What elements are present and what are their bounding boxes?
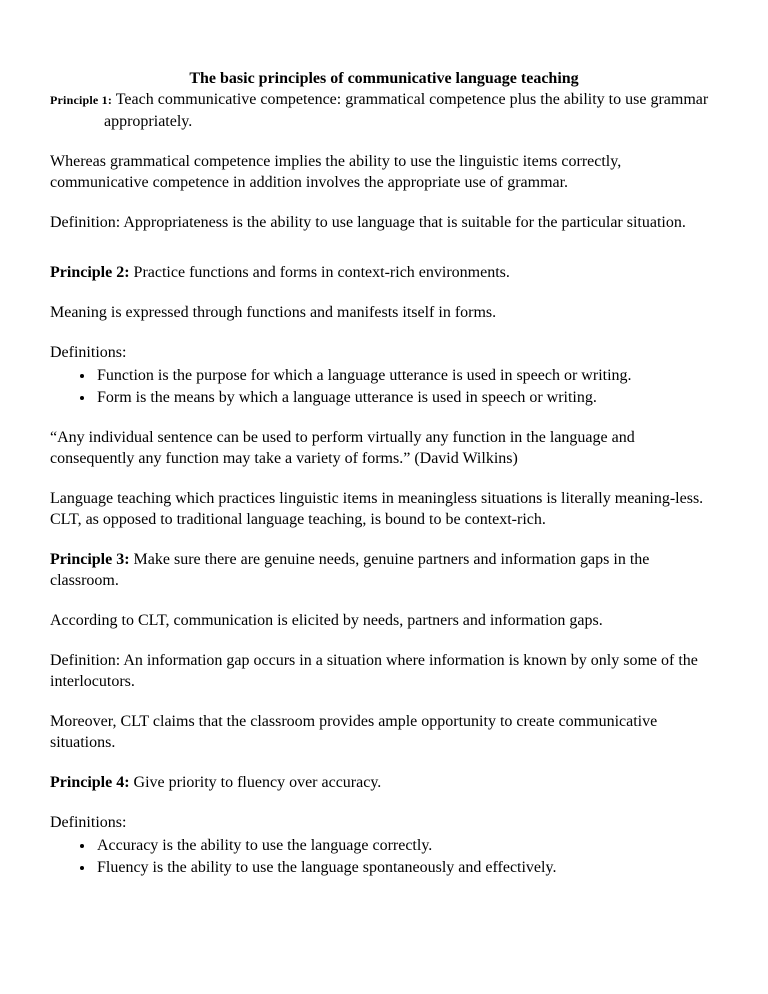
principle-2-text: Practice functions and forms in context-rich environments.	[129, 264, 510, 281]
list-item-accuracy: • Accuracy is the ability to use the language correctly.	[95, 835, 718, 856]
principle-3-text: Make sure there are genuine needs, genuine partners and information gaps in the classroom.	[50, 551, 650, 589]
definitions-list-1	[50, 365, 718, 408]
paragraph-principle-4	[50, 772, 718, 793]
principle-1-label: Principle 1:	[50, 93, 113, 107]
paragraph-wilkins-quote: “Any individual sentence can be used to perform virtually any function in the language and consequently any function may take a variety of forms.” (David Wilkins)	[50, 429, 635, 467]
paragraph-definition-appropriateness: Definition: Appropriateness is the ability to use language that is suitable for the particular situation.	[50, 214, 686, 231]
paragraph-whereas: Whereas grammatical competence implies the ability to use the linguistic items correctly, communicative competence in addition involves the appropriate use of grammar.	[50, 153, 622, 191]
definitions-heading-1: Definitions:	[50, 344, 127, 361]
list-item-fluency: • Fluency is the ability to use the language spontaneously and effectively.	[95, 857, 718, 878]
principle-2-label: Principle 2:	[50, 264, 130, 281]
paragraph-definition-infogap: Definition: An information gap occurs in a situation where information is known by only some of the interlocutors.	[50, 652, 698, 690]
definitions-heading-2: Definitions:	[50, 814, 127, 831]
paragraph-according: According to CLT, communication is elicited by needs, partners and information gaps.	[50, 612, 603, 629]
principle-4-label: Principle 4:	[50, 774, 130, 791]
list-item-function: • Function is the purpose for which a language utterance is used in speech or writing.	[95, 365, 718, 386]
paragraph-meaning: Meaning is expressed through functions and manifests itself in forms.	[50, 304, 497, 321]
list-item-form: • Form is the means by which a language utterance is used in speech or writing.	[95, 387, 718, 408]
paragraph-principle-3	[50, 549, 718, 591]
definitions-list-2	[50, 835, 718, 878]
paragraph-meaningless: Language teaching which practices linguistic items in meaningless situations is literally meaning-less. CLT, as opposed to traditional language teaching, is bound to be context-rich.	[50, 490, 704, 528]
paragraph-principle-2	[50, 262, 718, 283]
paragraph-moreover: Moreover, CLT claims that the classroom provides ample opportunity to create communicative situations.	[50, 713, 658, 751]
paragraph-principle-1	[50, 89, 718, 132]
principle-3-label: Principle 3:	[50, 551, 130, 568]
principle-1-text: Teach communicative competence: grammatical competence plus the ability to use grammar appropriately.	[104, 91, 709, 130]
doc-title: The basic principles of communicative language teaching	[189, 70, 579, 87]
principle-4-text: Give priority to fluency over accuracy.	[129, 774, 382, 791]
